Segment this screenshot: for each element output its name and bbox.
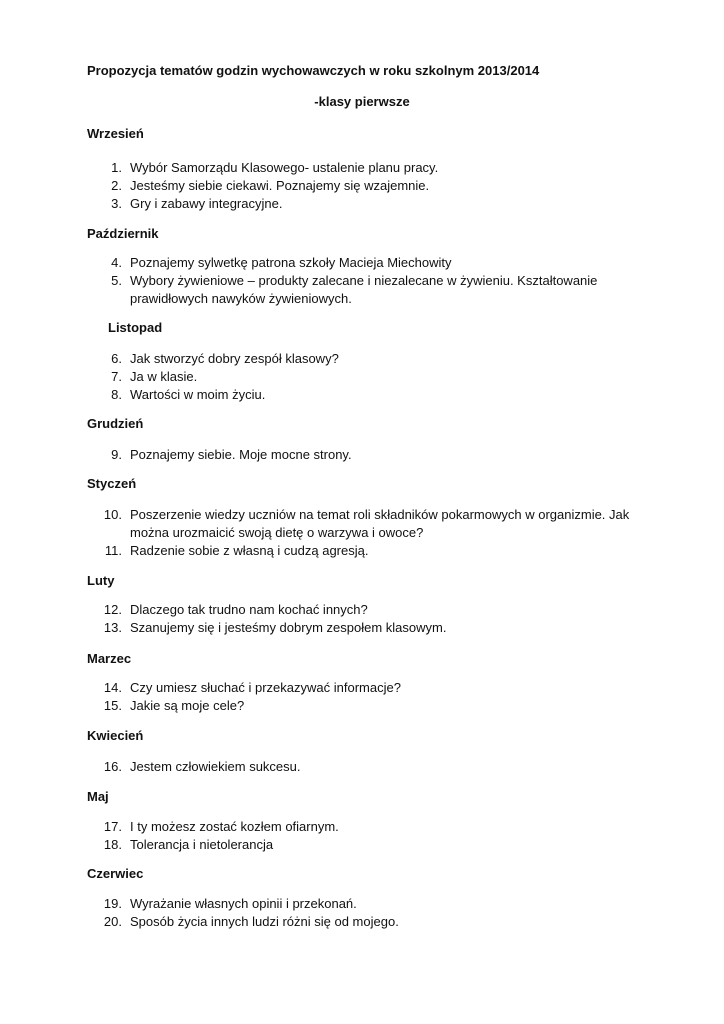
- list-item-number: 6.: [111, 351, 122, 366]
- list-item-text: Jak stworzyć dobry zespół klasowy?: [130, 351, 339, 366]
- list-item-number: 17.: [103, 819, 122, 834]
- list-item-text: Czy umiesz słuchać i przekazywać informacje?: [130, 680, 401, 695]
- month-heading: Kwiecień: [87, 728, 144, 743]
- list-item-number: 14.: [103, 680, 122, 695]
- list-item-text: Radzenie sobie z własną i cudzą agresją.: [130, 543, 369, 558]
- month-heading: Luty: [87, 573, 115, 588]
- document-title: Propozycja tematów godzin wychowawczych w roku szkolnym 2013/2014: [87, 63, 540, 78]
- month-heading: Czerwiec: [87, 866, 144, 881]
- month-heading: Grudzień: [87, 416, 144, 431]
- month-heading: Marzec: [87, 651, 132, 666]
- list-item-number: 12.: [103, 602, 122, 617]
- month-heading: Styczeń: [87, 476, 137, 491]
- list-item-text: Tolerancja i nietolerancja: [130, 837, 274, 852]
- list-item-number: 18.: [103, 837, 122, 852]
- list-item-number: 2.: [111, 178, 122, 193]
- list-item-number: 15.: [103, 698, 122, 713]
- list-item-text: Wartości w moim życiu.: [130, 387, 266, 402]
- list-item-text: Poszerzenie wiedzy uczniów na temat roli składników pokarmowych w organizmie. Jak można urozmaicić swoją dietę o warzywa i owoce?: [130, 507, 630, 540]
- list-item-number: 7.: [111, 369, 122, 384]
- list-item-number: 11.: [104, 543, 122, 558]
- list-item-number: 10.: [103, 507, 122, 522]
- list-item-text: Dlaczego tak trudno nam kochać innych?: [130, 602, 368, 617]
- list-item-text: Wyrażanie własnych opinii i przekonań.: [130, 896, 357, 911]
- list-item-text: I ty możesz zostać kozłem ofiarnym.: [130, 819, 339, 834]
- month-heading: Wrzesień: [87, 126, 144, 141]
- list-item-number: 3.: [111, 196, 122, 211]
- list-item-text: Wybór Samorządu Klasowego- ustalenie planu pracy.: [130, 160, 439, 175]
- month-heading: Listopad: [108, 320, 163, 335]
- list-item-number: 4.: [111, 255, 122, 270]
- list-item-text: Wybory żywieniowe – produkty zalecane i niezalecane w żywieniu. Kształtowanie prawidłowych nawyków żywieniowych.: [130, 273, 598, 306]
- month-heading: Maj: [87, 789, 109, 804]
- list-item-number: 16.: [103, 759, 122, 774]
- list-item-number: 20.: [103, 914, 122, 929]
- list-item-text: Gry i zabawy integracyjne.: [130, 196, 283, 211]
- list-item-text: Sposób życia innych ludzi różni się od mojego.: [130, 914, 399, 929]
- list-item-text: Ja w klasie.: [130, 369, 198, 384]
- document-subtitle: -klasy pierwsze: [314, 94, 410, 109]
- list-item-number: 13.: [103, 620, 122, 635]
- list-item-number: 5.: [111, 273, 122, 288]
- list-item-number: 9.: [111, 447, 122, 462]
- list-item-text: Poznajemy siebie. Moje mocne strony.: [130, 447, 352, 462]
- list-item-text: Poznajemy sylwetkę patrona szkoły Macieja Miechowity: [130, 255, 452, 270]
- list-item-number: 1.: [111, 160, 122, 175]
- list-item-text: Jesteśmy siebie ciekawi. Poznajemy się wzajemnie.: [130, 178, 430, 193]
- list-item-text: Jakie są moje cele?: [130, 698, 245, 713]
- month-heading: Październik: [87, 226, 159, 241]
- list-item-text: Szanujemy się i jesteśmy dobrym zespołem klasowym.: [130, 620, 447, 635]
- list-item-text: Jestem człowiekiem sukcesu.: [130, 759, 301, 774]
- list-item-number: 19.: [103, 896, 122, 911]
- list-item-number: 8.: [111, 387, 122, 402]
